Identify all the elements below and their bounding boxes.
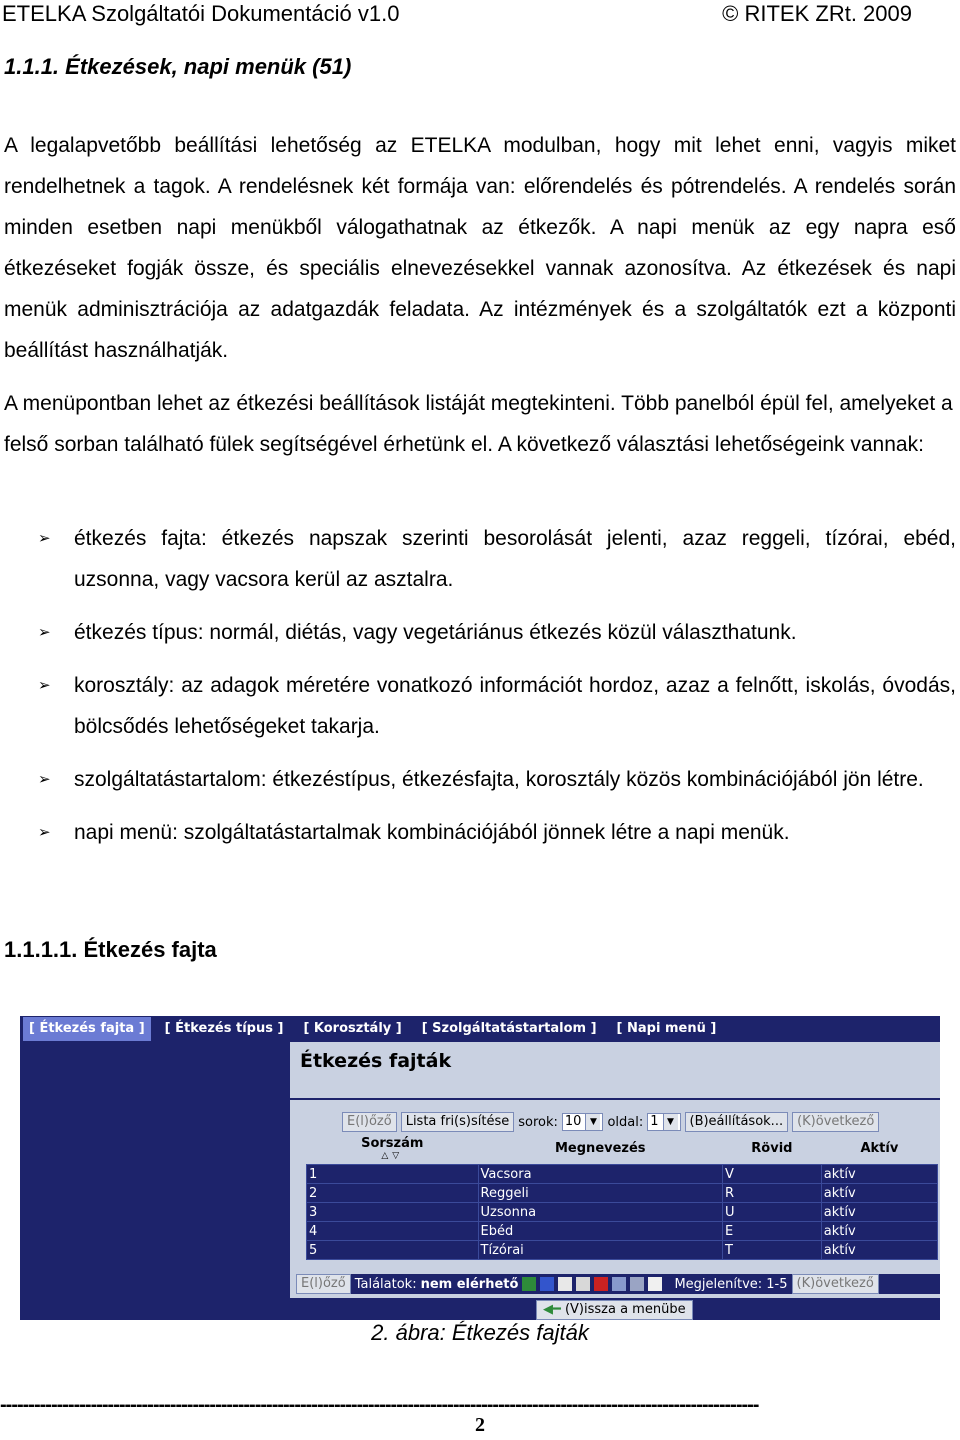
- chevron-down-icon: ▼: [585, 1114, 600, 1130]
- table-row[interactable]: 5 Tízórai T aktív: [307, 1241, 938, 1260]
- section-title: 1.1.1. Étkezések, napi menük (51): [4, 54, 352, 79]
- results-value: nem elérhető: [420, 1276, 519, 1292]
- tab-bar: [20, 1016, 940, 1042]
- arrow-left-icon: ◀━: [543, 1302, 565, 1317]
- title-divider: [290, 1072, 940, 1100]
- header-left: ETELKA Szolgáltatói Dokumentáció v1.0: [2, 1, 400, 26]
- back-to-menu-button[interactable]: ◀━ (V)issza a menübe: [536, 1300, 693, 1320]
- tab-szolgaltatastartalom[interactable]: [ Szolgáltatástartalom ]: [415, 1016, 604, 1042]
- bullet-arrow-icon: ➢: [38, 824, 51, 841]
- page-label: oldal:: [607, 1114, 644, 1130]
- page-number: 2: [475, 1414, 485, 1436]
- screenshot-figure: [20, 1016, 940, 1320]
- footer-next-button[interactable]: (K)övetkező: [792, 1274, 879, 1294]
- print-icon[interactable]: [630, 1277, 644, 1291]
- table-export-icon[interactable]: [576, 1277, 590, 1291]
- text-export-icon[interactable]: [558, 1277, 572, 1291]
- table-footer: [296, 1274, 940, 1294]
- footer-prev-button[interactable]: E(l)őző: [296, 1274, 351, 1294]
- bullet-item: ➢ étkezés fajta: étkezés napszak szerinti besorolását jelenti, azaz reggeli, tízórai, ebéd, uzsonna, vagy vacsora kerül az asztalra.: [0, 518, 956, 600]
- separator-line: --------------------------------------------------------------------------------------------------------------------------------------: [0, 1394, 759, 1416]
- page-select[interactable]: 1 ▼: [647, 1113, 680, 1131]
- paragraph-1: A legalapvetőbb beállítási lehetőség az ETELKA modulban, hogy mit lehet enni, vagyis miket rendelhetnek a tagok. A rendelésnek két formája van: előrendelés és pótrendelés. A rendelés során minden esetben napi menükből válogathatnak az étkezők. A napi menük az egy napra eső étkezéseket fogják össze, és speciális elnevezésekkel vannak azonosítva. Az étkezések és napi menük adminisztrációja az adatgazdák feladata. Az intézmények és a szolgáltatók ezt a központi beállítást használhatják.: [4, 134, 956, 362]
- tab-napi-menu[interactable]: [ Napi menü ]: [610, 1016, 724, 1042]
- edit-export-icon[interactable]: [612, 1277, 626, 1291]
- document-icon[interactable]: [648, 1277, 662, 1291]
- table-header-row: [307, 1132, 938, 1165]
- bullet-arrow-icon: ➢: [38, 677, 51, 694]
- next-button[interactable]: (K)övetkező: [792, 1112, 879, 1132]
- excel-export-icon[interactable]: [522, 1277, 536, 1291]
- table-row[interactable]: 4 Ebéd E aktív: [307, 1222, 938, 1241]
- document-header: [2, 0, 912, 28]
- panel-title: Étkezés fajták: [300, 1050, 452, 1072]
- bullet-item: ➢ korosztály: az adagok méretére vonatkozó információt hordoz, azaz a felnőtt, iskolás, óvodás, bölcsődés lehetőségeket takarja.: [0, 665, 956, 747]
- header-right: © RITEK ZRt. 2009: [722, 1, 912, 26]
- paragraph-2: A menüpontban lehet az étkezési beállítások listáját megtekinteni. Több panelból épül fel, amelyeket a felső sorban található fülek segítségével érhetünk el. A következő választási lehetőségeink vannak:: [4, 392, 953, 456]
- tab-etkezes-fajta[interactable]: [ Étkezés fajta ]: [22, 1016, 152, 1042]
- bullet-item: ➢ napi menü: szolgáltatástartalmak kombinációjából jönnek létre a napi menük.: [0, 812, 956, 853]
- rows-select[interactable]: 10 ▼: [562, 1113, 604, 1131]
- meal-type-table: [306, 1132, 938, 1260]
- bullet-item: ➢ étkezés típus: normál, diétás, vagy vegetáriánus étkezés közül választhatunk.: [0, 612, 956, 653]
- bullet-arrow-icon: ➢: [38, 624, 51, 641]
- column-order[interactable]: Sorszám △▽: [307, 1132, 479, 1165]
- column-short[interactable]: Rövid: [723, 1132, 822, 1165]
- settings-button[interactable]: (B)eállítások...: [685, 1112, 789, 1132]
- table-row[interactable]: 2 Reggeli R aktív: [307, 1184, 938, 1203]
- pdf-export-icon[interactable]: [594, 1277, 608, 1291]
- chevron-down-icon: ▼: [663, 1114, 678, 1130]
- rows-label: sorok:: [518, 1114, 558, 1130]
- displayed-range: Megjelenítve: 1-5: [674, 1276, 788, 1292]
- bullet-item: ➢ szolgáltatástartalom: étkezéstípus, étkezésfajta, korosztály közös kombinációjából jön létre.: [0, 759, 956, 800]
- column-name[interactable]: Megnevezés: [478, 1132, 723, 1165]
- table-row[interactable]: 3 Uzsonna U aktív: [307, 1203, 938, 1222]
- bullet-arrow-icon: ➢: [38, 530, 51, 547]
- refresh-list-button[interactable]: Lista fri(s)sítése: [401, 1112, 515, 1132]
- tab-etkezes-tipus[interactable]: [ Étkezés típus ]: [158, 1016, 291, 1042]
- word-export-icon[interactable]: [540, 1277, 554, 1291]
- bullet-arrow-icon: ➢: [38, 771, 51, 788]
- sort-arrows-icon[interactable]: △▽: [381, 1150, 404, 1161]
- figure-caption: 2. ábra: Étkezés fajták: [371, 1320, 589, 1345]
- subsection-title: 1.1.1.1. Étkezés fajta: [4, 937, 217, 962]
- table-row[interactable]: 1 Vacsora V aktív: [307, 1165, 938, 1184]
- column-active[interactable]: Aktív: [821, 1132, 937, 1165]
- prev-button[interactable]: E(l)őző: [342, 1112, 397, 1132]
- bullet-list: [0, 518, 960, 865]
- back-bar: [20, 1298, 940, 1320]
- tab-korosztaly[interactable]: [ Korosztály ]: [296, 1016, 408, 1042]
- list-toolbar: [342, 1112, 879, 1132]
- results-label: Találatok:: [354, 1276, 417, 1292]
